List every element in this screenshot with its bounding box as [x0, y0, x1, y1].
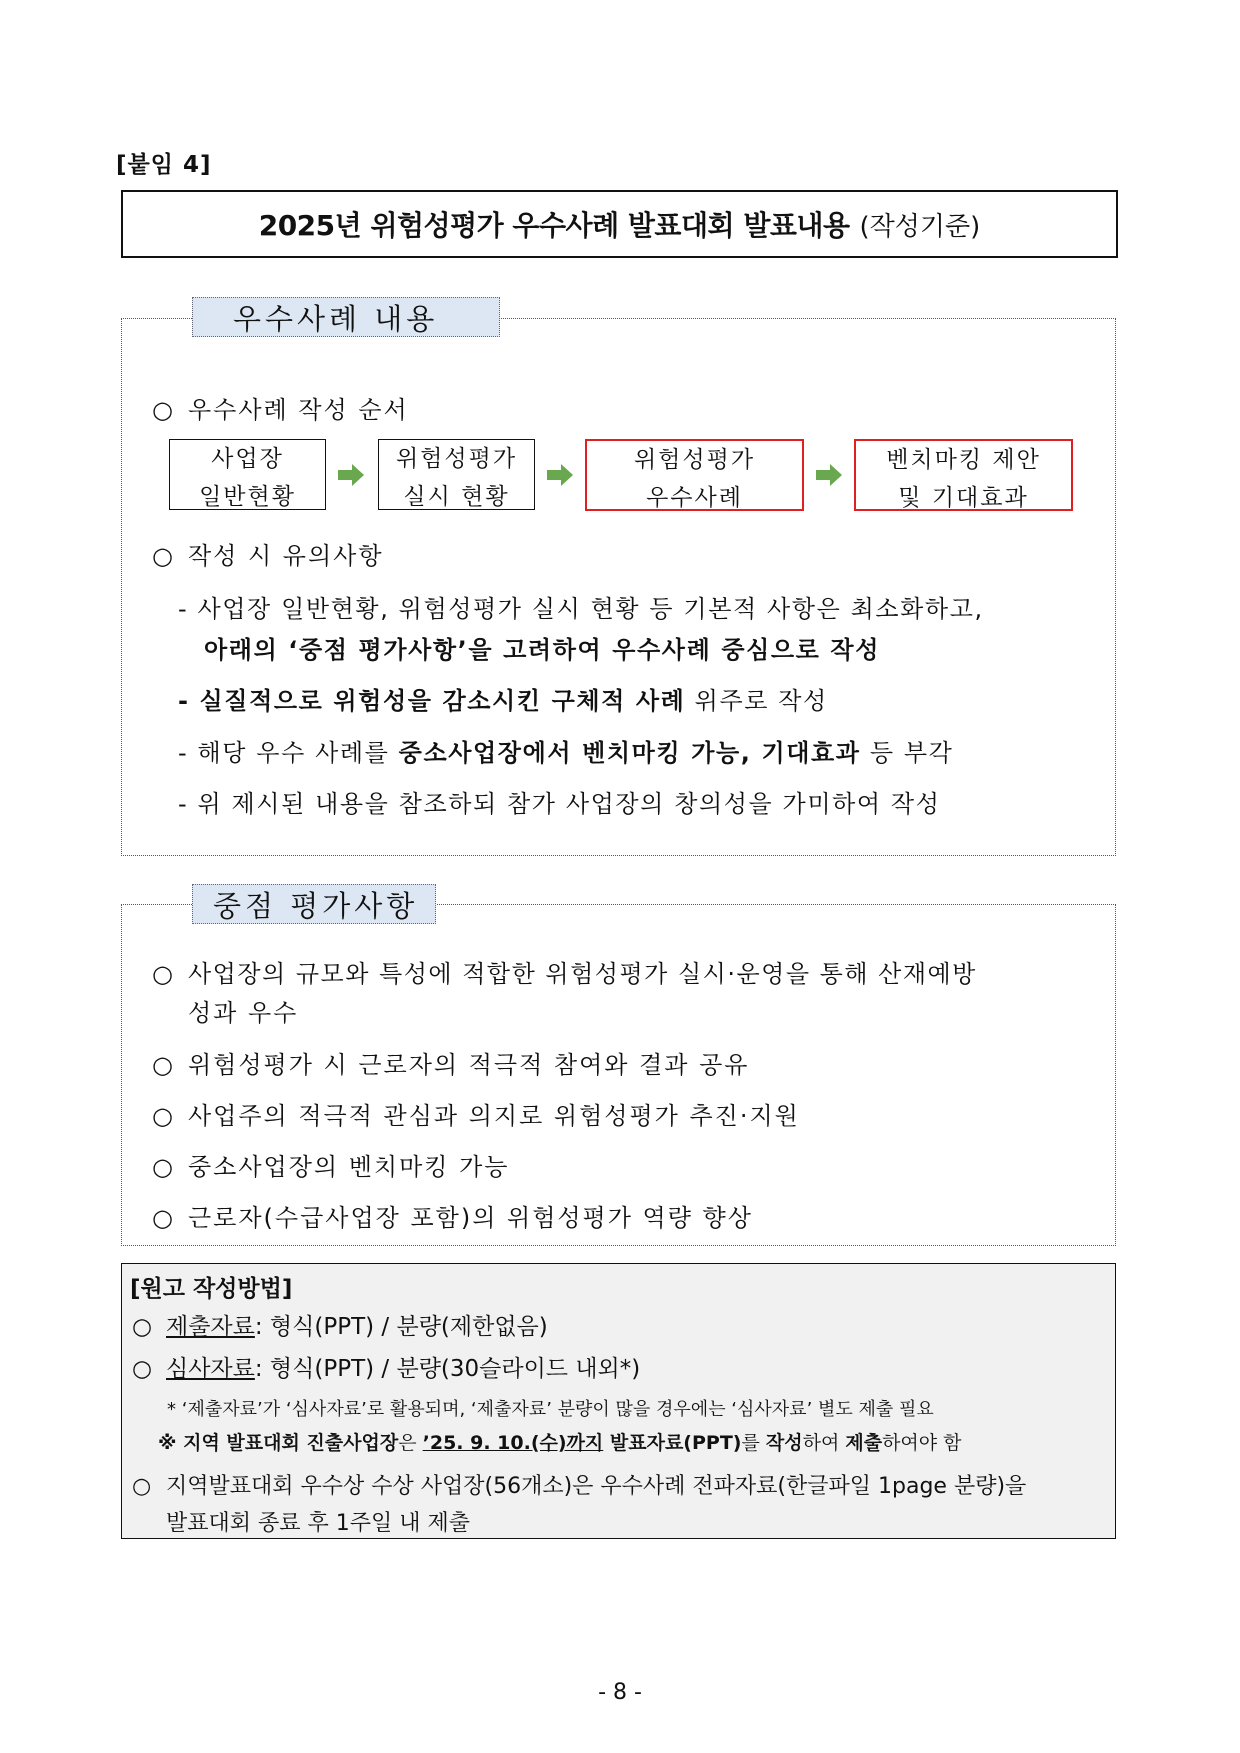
attachment-label: [붙임 4]	[116, 152, 212, 178]
note-1-line2: 아래의 ‘중점 평가사항’을 고려하여 우수사례 중심으로 작성	[204, 636, 880, 664]
method-line-3-text: 지역발표대회 우수상 수상 사업장(56개소)은 우수사례 전파자료(한글파일 1page 분량)을	[166, 1474, 1027, 1499]
note-2	[178, 681, 828, 716]
circle-bullet-icon: ○	[132, 1474, 152, 1499]
eval-item-4	[152, 1147, 509, 1182]
notice-g: 하여	[802, 1432, 846, 1454]
circle-bullet-icon: ○	[132, 1356, 153, 1382]
arrow-right-icon	[816, 464, 842, 486]
eval-item-2	[152, 1045, 749, 1080]
section-key-evaluation-heading: 중점 평가사항	[192, 884, 436, 924]
circle-bullet-icon: ○	[152, 396, 175, 424]
notice-i: 하여야 함	[882, 1432, 962, 1454]
arrow-right-icon	[547, 464, 573, 486]
page-number: - 8 -	[598, 1680, 642, 1705]
eval-item-3	[152, 1096, 800, 1131]
eval-item-2-text: 위험성평가 시 근로자의 적극적 참여와 결과 공유	[188, 1051, 750, 1079]
flow-step-2	[378, 439, 535, 510]
flow-step-2-line1: 위험성평가	[395, 446, 518, 472]
arrow-right-icon	[338, 464, 364, 486]
review-material-label: 심사자료	[166, 1356, 255, 1382]
flow-step-3-line2: 우수사례	[646, 485, 743, 511]
flow-step-3	[585, 439, 804, 511]
method-line-1	[132, 1308, 548, 1341]
flow-step-4-line2: 및 기대효과	[898, 485, 1029, 511]
order-label-text: 우수사례 작성 순서	[188, 396, 409, 424]
method-heading: [원고 작성방법]	[130, 1276, 293, 1302]
method-footnote: * ‘제출자료’가 ‘심사자료’로 활용되며, ‘제출자료’ 분량이 많을 경우에는 ‘심사자료’ 별도 제출 필요	[167, 1399, 934, 1420]
circle-bullet-icon: ○	[152, 1051, 175, 1079]
notice-h: 제출	[845, 1432, 883, 1454]
eval-item-1-line1: 사업장의 규모와 특성에 적합한 위험성평가 실시·운영을 통해 산재예방	[188, 960, 977, 988]
notice-deadline: ’25. 9. 10.(수)까지	[422, 1432, 604, 1454]
flow-step-2-line2: 실시 현황	[403, 484, 510, 510]
eval-item-3-text: 사업주의 적극적 관심과 의지로 위험성평가 추진·지원	[188, 1102, 800, 1130]
notice-d: 발표자료(PPT)	[603, 1432, 742, 1454]
section-excellent-case-heading: 우수사례 내용	[192, 297, 500, 337]
note-4: - 위 제시된 내용을 참조하되 참가 사업장의 창의성을 가미하여 작성	[178, 790, 941, 818]
note-1-line1: - 사업장 일반현황, 위험성평가 실시 현황 등 기본적 사항은 최소화하고,	[178, 595, 984, 623]
eval-item-4-text: 중소사업장의 벤치마킹 가능	[188, 1153, 510, 1181]
title-sub: (작성기준)	[859, 211, 981, 242]
notes-label-text: 작성 시 유의사항	[188, 542, 384, 570]
notice-e: 를	[741, 1432, 766, 1454]
circle-bullet-icon: ○	[152, 1102, 175, 1130]
method-line-3-cont: 발표대회 종료 후 1주일 내 제출	[166, 1511, 470, 1536]
note-3-bold: 중소사업장에서 벤치마킹 가능, 기대효과	[398, 739, 861, 767]
flow-step-1	[169, 439, 326, 510]
submit-material-label: 제출자료	[166, 1314, 255, 1340]
eval-item-5	[152, 1198, 753, 1233]
flow-step-1-line1: 사업장	[211, 446, 284, 472]
eval-item-5-text: 근로자(수급사업장 포함)의 위험성평가 역량 향상	[188, 1204, 753, 1232]
method-notice	[158, 1428, 962, 1455]
notice-b: 은	[398, 1432, 423, 1454]
flow-step-1-line2: 일반현황	[199, 484, 296, 510]
flow-step-3-line1: 위험성평가	[633, 447, 756, 473]
title-main: 2025년 위험성평가 우수사례 발표대회 발표내용	[258, 209, 850, 242]
eval-item-1	[152, 954, 977, 989]
note-3-a: - 해당 우수 사례를	[178, 739, 399, 767]
circle-bullet-icon: ○	[152, 960, 175, 988]
document-title	[121, 190, 1118, 258]
notice-a: ※ 지역 발표대회 진출사업장	[158, 1432, 399, 1454]
note-2-bold: - 실질적으로 위험성을 감소시킨 구체적 사례	[178, 687, 686, 715]
flow-step-4-line1: 벤치마킹 제안	[886, 447, 1041, 473]
method-line-2-rest: : 형식(PPT) / 분량(30슬라이드 내외*)	[254, 1356, 641, 1382]
circle-bullet-icon: ○	[152, 542, 175, 570]
method-line-2	[132, 1350, 640, 1383]
note-3	[178, 733, 953, 768]
circle-bullet-icon: ○	[152, 1204, 175, 1232]
method-line-3	[132, 1469, 1026, 1500]
notice-f: 작성	[765, 1432, 803, 1454]
circle-bullet-icon: ○	[152, 1153, 175, 1181]
note-3-rest: 등 부각	[860, 739, 954, 767]
note-2-rest: 위주로 작성	[685, 687, 828, 715]
method-line-1-rest: : 형식(PPT) / 분량(제한없음)	[254, 1314, 548, 1340]
notes-label	[152, 536, 384, 571]
order-label	[152, 390, 409, 425]
eval-item-1-line2: 성과 우수	[188, 999, 299, 1027]
flow-step-4	[854, 439, 1073, 511]
circle-bullet-icon: ○	[132, 1314, 153, 1340]
